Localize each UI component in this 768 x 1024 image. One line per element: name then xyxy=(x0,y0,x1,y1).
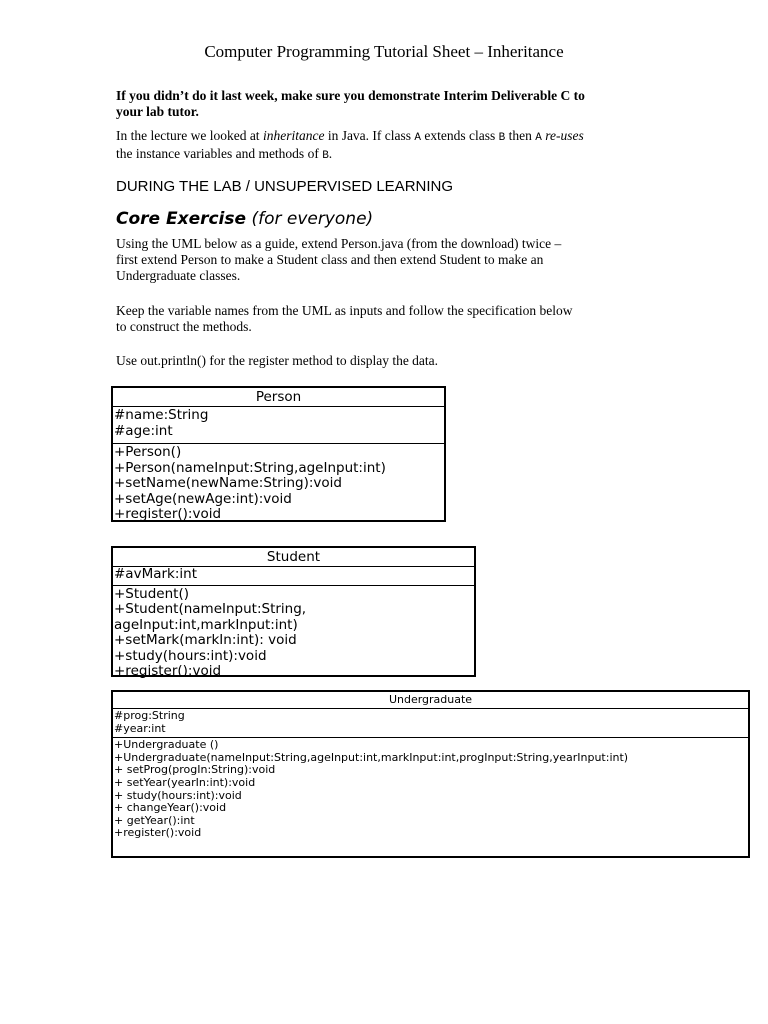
uml-operations xyxy=(113,586,474,680)
uml-operation: + study(hours:int):void xyxy=(114,788,242,802)
uml-attribute: #age:int xyxy=(114,422,173,439)
paragraph-line: Keep the variable names from the UML as inputs and follow the specification below xyxy=(116,303,573,318)
uml-class-undergraduate xyxy=(111,690,750,858)
intro-line-1 xyxy=(116,128,676,146)
uml-attributes xyxy=(113,407,444,444)
intro-text: then xyxy=(505,128,536,143)
uml-class-name: Student xyxy=(113,548,474,567)
notice-line: your lab tutor. xyxy=(116,104,199,119)
paragraph-line: first extend Person to make a Student class and then extend Student to make an xyxy=(116,252,544,267)
intro-line-2 xyxy=(116,146,676,164)
uml-operation: +register():void xyxy=(114,506,222,522)
uml-class-name: Person xyxy=(113,388,444,407)
intro-paragraph xyxy=(116,128,676,164)
instructions-paragraph xyxy=(116,236,656,284)
uml-operation: +register():void xyxy=(114,826,202,840)
uml-attributes xyxy=(113,709,748,738)
intro-class-a: A xyxy=(535,132,542,144)
intro-text: In the lecture we looked at xyxy=(116,128,263,143)
uml-attribute: #avMark:int xyxy=(114,566,198,582)
uml-attribute: #name:String xyxy=(114,407,209,423)
uml-operation: +setMark(markIn:int): void xyxy=(114,632,297,648)
uml-operation: +Undergraduate () xyxy=(114,738,219,752)
intro-text: in Java. If class xyxy=(324,128,415,143)
page-title: Computer Programming Tutorial Sheet – Inheritance xyxy=(204,42,564,61)
core-exercise-subtitle: (for everyone) xyxy=(246,209,374,229)
uml-operation: + changeYear():void xyxy=(114,801,227,815)
intro-text: . xyxy=(328,146,333,161)
intro-class-a: A xyxy=(414,132,422,144)
uml-attribute: #prog:String xyxy=(114,709,185,722)
core-exercise-heading xyxy=(116,209,373,229)
core-exercise-title: Core Exercise xyxy=(116,209,247,229)
intro-text: the instance variables and methods of xyxy=(116,146,323,161)
intro-class-b: B xyxy=(498,132,506,144)
uml-attributes xyxy=(113,567,474,586)
uml-operations xyxy=(113,444,444,523)
uml-operation: +setName(newName:String):void xyxy=(114,475,342,491)
uml-operation: ageInput:int,markInput:int) xyxy=(114,616,298,633)
uml-class-student xyxy=(111,546,476,677)
uml-operations xyxy=(113,738,748,840)
uml-class-name: Undergraduate xyxy=(113,692,748,709)
section-heading: DURING THE LAB / UNSUPERVISED LEARNING xyxy=(116,178,454,195)
uml-operation: +Student(nameInput:String, xyxy=(114,601,307,617)
paragraph-line: Undergraduate classes. xyxy=(116,268,241,283)
intro-term-inheritance: inheritance xyxy=(262,128,325,143)
notice xyxy=(116,88,676,120)
intro-class-b: B xyxy=(322,150,329,162)
uml-class-person xyxy=(111,386,446,522)
notice-line: If you didn’t do it last week, make sure you demonstrate Interim Deliverable C to xyxy=(116,88,585,103)
uml-operation: +study(hours:int):void xyxy=(114,647,267,664)
intro-text: extends class xyxy=(421,128,499,143)
register-paragraph: Use out.println() for the register method to display the data. xyxy=(116,353,439,368)
paragraph-line: to construct the methods. xyxy=(116,319,252,334)
naming-paragraph xyxy=(116,303,656,335)
uml-operation: + setYear(yearIn:int):void xyxy=(114,775,256,789)
uml-operation: +setAge(newAge:int):void xyxy=(114,490,292,507)
uml-attribute: #year:int xyxy=(114,721,166,735)
uml-operation: +register():void xyxy=(114,663,222,679)
uml-operation: +Person() xyxy=(114,444,182,460)
uml-operation: + setProg(progIn:String):void xyxy=(114,763,276,777)
uml-operation: +Undergraduate(nameInput:String,ageInput:int,markInput:int,progInput:String,yearInput:int) xyxy=(114,750,629,764)
uml-operation: + getYear():int xyxy=(114,813,195,827)
intro-term-reuses: re-uses xyxy=(545,128,584,143)
paragraph-line: Using the UML below as a guide, extend Person.java (from the download) twice – xyxy=(116,236,562,251)
uml-operation: +Student() xyxy=(114,585,189,602)
uml-operation: +Person(nameInput:String,ageInput:int) xyxy=(114,459,386,476)
